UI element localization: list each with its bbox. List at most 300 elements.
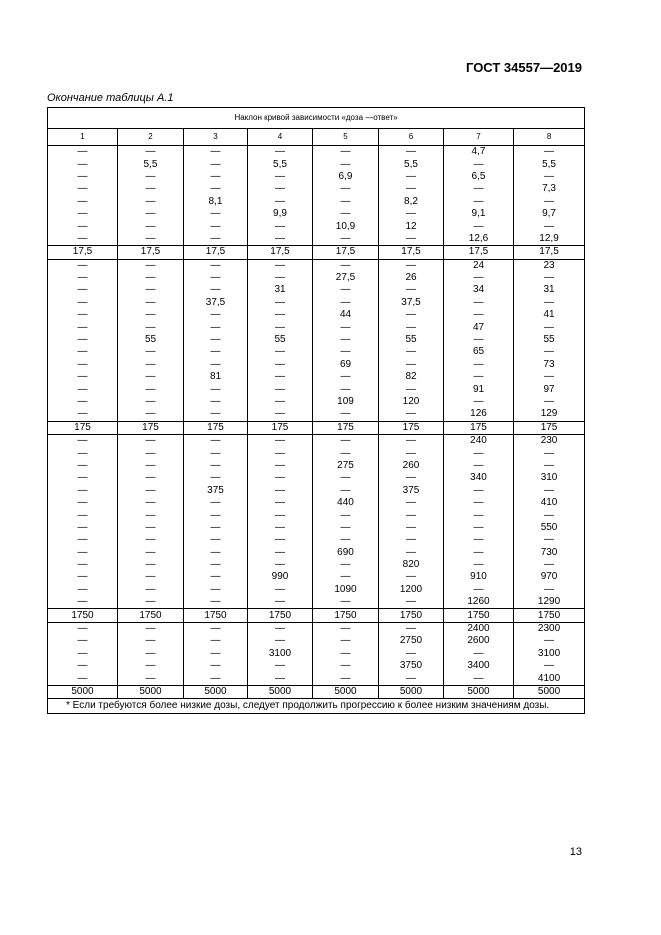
table-cell: 5,5 — [248, 158, 313, 170]
table-cell: 1260 — [444, 596, 514, 609]
table-cell: — — [48, 648, 118, 660]
table-cell: — — [118, 522, 184, 534]
table-cell: 970 — [514, 571, 585, 583]
table-cell: — — [379, 447, 444, 459]
table-cell: 12,9 — [514, 233, 585, 246]
table-cell: — — [184, 660, 248, 672]
table-cell: — — [48, 346, 118, 358]
table-footnote: * Если требуются более низкие дозы, следует продолжить прогрессию к более низким значениям дозы. — [48, 699, 585, 714]
table-cell: 5000 — [48, 685, 118, 698]
table-cell: 73 — [514, 359, 585, 371]
table-cell: — — [48, 284, 118, 296]
table-cell: 65 — [444, 346, 514, 358]
table-cell: — — [48, 571, 118, 583]
table-cell: — — [118, 472, 184, 484]
table-cell: — — [444, 672, 514, 685]
table-cell: — — [248, 233, 313, 246]
column-number-5: 5 — [313, 129, 379, 146]
table-cell: — — [48, 146, 118, 159]
table-cell: — — [313, 158, 379, 170]
table-row — [48, 183, 585, 195]
table-row — [48, 559, 585, 571]
table-cell: — — [248, 522, 313, 534]
table-cell: 17,5 — [379, 246, 444, 259]
table-cell: 17,5 — [514, 246, 585, 259]
table-cell: 97 — [514, 383, 585, 395]
table-row — [48, 158, 585, 170]
column-number-row — [48, 129, 585, 146]
table-cell: — — [313, 509, 379, 521]
table-cell: — — [444, 447, 514, 459]
table-cell: — — [313, 297, 379, 309]
table-cell: — — [118, 233, 184, 246]
table-row — [48, 672, 585, 685]
table-cell: — — [184, 672, 248, 685]
table-cell: 9,7 — [514, 208, 585, 220]
table-cell: — — [118, 220, 184, 232]
table-cell: 2600 — [444, 635, 514, 647]
table-cell: — — [379, 497, 444, 509]
table-cell: — — [184, 171, 248, 183]
table-cell: — — [184, 596, 248, 609]
table-cell: — — [379, 383, 444, 395]
table-caption: Окончание таблицы А.1 — [47, 92, 174, 104]
table-cell: — — [379, 309, 444, 321]
table-cell: 2300 — [514, 622, 585, 635]
table-cell: — — [313, 672, 379, 685]
table-cell: — — [313, 648, 379, 660]
table-cell: — — [514, 196, 585, 208]
table-cell: — — [48, 622, 118, 635]
table-cell: — — [313, 196, 379, 208]
table-cell: — — [248, 447, 313, 459]
table-cell: — — [48, 196, 118, 208]
table-row — [48, 584, 585, 596]
table-cell: — — [313, 408, 379, 421]
table-cell: — — [48, 522, 118, 534]
table-cell: — — [118, 383, 184, 395]
table-cell: — — [313, 208, 379, 220]
table-cell: 6,5 — [444, 171, 514, 183]
table-cell: 8,2 — [379, 196, 444, 208]
table-cell: — — [118, 584, 184, 596]
table-row — [48, 284, 585, 296]
table-cell: — — [248, 220, 313, 232]
table-cell: — — [48, 371, 118, 383]
table-cell: — — [444, 272, 514, 284]
table-cell: 275 — [313, 460, 379, 472]
table-cell: — — [379, 259, 444, 272]
table-cell: — — [118, 547, 184, 559]
page-number: 13 — [569, 846, 582, 858]
table-cell: — — [118, 622, 184, 635]
table-cell: 27,5 — [313, 272, 379, 284]
table-row — [48, 208, 585, 220]
table-row — [48, 571, 585, 583]
table-cell: — — [248, 472, 313, 484]
table-cell: — — [248, 584, 313, 596]
table-cell: — — [514, 460, 585, 472]
table-cell: — — [184, 547, 248, 559]
table-cell: — — [313, 622, 379, 635]
table-cell: — — [248, 359, 313, 371]
table-cell: — — [379, 346, 444, 358]
table-cell: — — [184, 534, 248, 546]
table-cell: — — [248, 559, 313, 571]
table-cell: — — [118, 359, 184, 371]
table-row — [48, 497, 585, 509]
table-cell: — — [48, 359, 118, 371]
table-cell: 129 — [514, 408, 585, 421]
table-cell: — — [248, 509, 313, 521]
table-cell: — — [248, 547, 313, 559]
table-cell: 175 — [184, 421, 248, 434]
table-cell: — — [248, 309, 313, 321]
table-row — [48, 346, 585, 358]
table-cell: 175 — [444, 421, 514, 434]
table-cell: — — [184, 334, 248, 346]
table-cell: 3400 — [444, 660, 514, 672]
table-cell: — — [379, 183, 444, 195]
table-cell: — — [184, 383, 248, 395]
table-cell: — — [248, 434, 313, 447]
table-cell: — — [444, 460, 514, 472]
table-row — [48, 259, 585, 272]
table-cell: — — [313, 259, 379, 272]
table-cell: 37,5 — [379, 297, 444, 309]
table-cell: 17,5 — [248, 246, 313, 259]
table-cell: 1750 — [248, 609, 313, 622]
table-cell: — — [379, 596, 444, 609]
table-cell: 5000 — [514, 685, 585, 698]
table-cell: 47 — [444, 321, 514, 333]
table-cell: 5,5 — [514, 158, 585, 170]
table-cell: — — [48, 559, 118, 571]
table-cell: 5000 — [184, 685, 248, 698]
table-cell: — — [248, 371, 313, 383]
table-cell: — — [48, 259, 118, 272]
table-row — [48, 297, 585, 309]
table-cell: 1200 — [379, 584, 444, 596]
table-cell: — — [48, 547, 118, 559]
table-cell: 8,1 — [184, 196, 248, 208]
table-cell: — — [184, 396, 248, 408]
column-number-2: 2 — [118, 129, 184, 146]
table-row — [48, 396, 585, 408]
table-cell: — — [313, 447, 379, 459]
table-cell: — — [48, 534, 118, 546]
table-cell: 5,5 — [118, 158, 184, 170]
table-cell: — — [48, 383, 118, 395]
table-cell: — — [118, 183, 184, 195]
table-cell: — — [514, 321, 585, 333]
table-cell: — — [48, 171, 118, 183]
table-cell: 440 — [313, 497, 379, 509]
table-cell: — — [184, 259, 248, 272]
table-cell: — — [48, 309, 118, 321]
table-cell: 37,5 — [184, 297, 248, 309]
table-cell: — — [444, 485, 514, 497]
table-cell: — — [379, 472, 444, 484]
table-cell: — — [248, 460, 313, 472]
table-cell: — — [184, 460, 248, 472]
table-cell: — — [444, 648, 514, 660]
table-cell: — — [48, 434, 118, 447]
table-cell: — — [48, 472, 118, 484]
table-cell: — — [48, 509, 118, 521]
table-cell: 5000 — [118, 685, 184, 698]
table-cell: — — [248, 346, 313, 358]
table-cell: 230 — [514, 434, 585, 447]
table-cell: 109 — [313, 396, 379, 408]
table-cell: 5000 — [248, 685, 313, 698]
table-cell: — — [248, 672, 313, 685]
table-cell: — — [118, 408, 184, 421]
table-cell: — — [313, 660, 379, 672]
table-cell: — — [444, 297, 514, 309]
table-cell: — — [184, 408, 248, 421]
table-cell: — — [48, 158, 118, 170]
table-cell: — — [48, 183, 118, 195]
table-cell: 550 — [514, 522, 585, 534]
table-cell: — — [514, 447, 585, 459]
table-cell: — — [118, 485, 184, 497]
table-cell: 375 — [184, 485, 248, 497]
table-row — [48, 321, 585, 333]
table-cell: — — [248, 171, 313, 183]
table-cell: 9,1 — [444, 208, 514, 220]
table-cell: — — [379, 408, 444, 421]
table-cell: — — [514, 485, 585, 497]
table-cell: — — [184, 220, 248, 232]
table-cell: — — [248, 383, 313, 395]
column-number-7: 7 — [444, 129, 514, 146]
table-cell: — — [444, 497, 514, 509]
table-cell: — — [118, 146, 184, 159]
table-cell: — — [118, 371, 184, 383]
table-cell: 5000 — [313, 685, 379, 698]
table-cell: 10,9 — [313, 220, 379, 232]
document-code: ГОСТ 34557—2019 — [466, 60, 582, 75]
table-cell: — — [184, 622, 248, 635]
table-cell: — — [118, 509, 184, 521]
table-cell: — — [379, 208, 444, 220]
table-cell: — — [48, 396, 118, 408]
table-cell: 55 — [514, 334, 585, 346]
table-cell: 2750 — [379, 635, 444, 647]
table-cell: 240 — [444, 434, 514, 447]
table-cell: 1750 — [379, 609, 444, 622]
table-cell: — — [444, 309, 514, 321]
table-row — [48, 272, 585, 284]
table-cell: — — [514, 396, 585, 408]
table-cell: — — [118, 635, 184, 647]
table-cell: — — [118, 447, 184, 459]
table-cell: — — [184, 309, 248, 321]
table-cell: 375 — [379, 485, 444, 497]
table-cell: — — [313, 472, 379, 484]
table-cell: — — [514, 146, 585, 159]
table-cell: 31 — [248, 284, 313, 296]
table-cell: 24 — [444, 259, 514, 272]
table-cell: — — [313, 571, 379, 583]
table-cell: — — [184, 509, 248, 521]
table-row — [48, 460, 585, 472]
table-cell: — — [313, 284, 379, 296]
table-cell: — — [184, 447, 248, 459]
table-cell: — — [379, 648, 444, 660]
table-row — [48, 334, 585, 346]
table-cell: — — [118, 208, 184, 220]
table-row — [48, 421, 585, 434]
table-cell: — — [379, 547, 444, 559]
table-cell: — — [444, 359, 514, 371]
table-row — [48, 447, 585, 459]
table-row — [48, 547, 585, 559]
table-row — [48, 522, 585, 534]
table-cell: — — [379, 233, 444, 246]
table-cell: 175 — [514, 421, 585, 434]
column-number-6: 6 — [379, 129, 444, 146]
table-row — [48, 434, 585, 447]
table-cell: — — [48, 497, 118, 509]
table-cell: — — [379, 321, 444, 333]
table-cell: 55 — [379, 334, 444, 346]
table-cell: — — [184, 321, 248, 333]
table-cell: 990 — [248, 571, 313, 583]
table-row — [48, 383, 585, 395]
table-cell: — — [118, 321, 184, 333]
table-cell: — — [313, 522, 379, 534]
table-cell: — — [248, 146, 313, 159]
table-cell: — — [248, 497, 313, 509]
table-cell: — — [444, 509, 514, 521]
column-number-3: 3 — [184, 129, 248, 146]
table-cell: 81 — [184, 371, 248, 383]
table-cell: 1090 — [313, 584, 379, 596]
table-cell: — — [48, 485, 118, 497]
table-cell: — — [184, 648, 248, 660]
table-cell: — — [184, 346, 248, 358]
table-cell: 5000 — [379, 685, 444, 698]
table-row — [48, 509, 585, 521]
table-cell: — — [118, 309, 184, 321]
table-cell: — — [248, 635, 313, 647]
table-cell: — — [248, 297, 313, 309]
table-cell: — — [118, 672, 184, 685]
table-cell: — — [118, 259, 184, 272]
table-cell: — — [118, 571, 184, 583]
table-cell: — — [444, 220, 514, 232]
table-cell: — — [48, 208, 118, 220]
table-cell: — — [248, 196, 313, 208]
table-cell: — — [184, 559, 248, 571]
table-cell: 26 — [379, 272, 444, 284]
table-body — [48, 146, 585, 699]
table-cell: 82 — [379, 371, 444, 383]
table-cell: — — [184, 233, 248, 246]
table-cell: — — [313, 183, 379, 195]
table-cell: — — [248, 408, 313, 421]
table-cell: — — [379, 622, 444, 635]
table-cell: 820 — [379, 559, 444, 571]
table-cell: — — [444, 522, 514, 534]
table-cell: — — [184, 359, 248, 371]
table-cell: — — [379, 571, 444, 583]
table-cell: — — [444, 584, 514, 596]
table-row — [48, 485, 585, 497]
table-cell: 175 — [379, 421, 444, 434]
table-cell: — — [184, 158, 248, 170]
table-cell: — — [48, 635, 118, 647]
table-cell: 2400 — [444, 622, 514, 635]
table-cell: 1750 — [444, 609, 514, 622]
table-cell: 3750 — [379, 660, 444, 672]
table-cell: — — [184, 183, 248, 195]
table-cell: — — [248, 534, 313, 546]
table-cell: 12,6 — [444, 233, 514, 246]
table-title: Наклон кривой зависимости «доза —ответ» — [48, 108, 585, 129]
table-row — [48, 472, 585, 484]
table-cell: — — [379, 509, 444, 521]
table-cell: 910 — [444, 571, 514, 583]
table-cell: — — [184, 497, 248, 509]
table-row — [48, 359, 585, 371]
table-cell: — — [48, 596, 118, 609]
table-cell: 1290 — [514, 596, 585, 609]
table-row — [48, 371, 585, 383]
table-cell: 69 — [313, 359, 379, 371]
table-cell: — — [184, 635, 248, 647]
table-cell: — — [313, 485, 379, 497]
table-cell: 91 — [444, 383, 514, 395]
table-cell: — — [118, 297, 184, 309]
table-cell: — — [514, 534, 585, 546]
table-cell: — — [514, 171, 585, 183]
table-cell: — — [514, 272, 585, 284]
table-cell: 9,9 — [248, 208, 313, 220]
table-cell: — — [444, 334, 514, 346]
table-cell: — — [118, 460, 184, 472]
table-cell: 7,3 — [514, 183, 585, 195]
table-cell: 175 — [118, 421, 184, 434]
table-cell: 55 — [248, 334, 313, 346]
table-cell: — — [444, 183, 514, 195]
table-cell: — — [514, 559, 585, 571]
table-cell: 1750 — [184, 609, 248, 622]
table-cell: 5,5 — [379, 158, 444, 170]
table-cell: 1750 — [118, 609, 184, 622]
table-cell: — — [248, 259, 313, 272]
table-cell: — — [313, 233, 379, 246]
table-row — [48, 534, 585, 546]
table-cell: — — [444, 547, 514, 559]
table-cell: — — [118, 346, 184, 358]
column-number-4: 4 — [248, 129, 313, 146]
table-cell: 34 — [444, 284, 514, 296]
table-cell: — — [118, 434, 184, 447]
table-cell: — — [118, 660, 184, 672]
table-row — [48, 233, 585, 246]
table-cell: — — [379, 359, 444, 371]
table-cell: — — [184, 522, 248, 534]
table-cell: — — [514, 220, 585, 232]
table-cell: 175 — [313, 421, 379, 434]
table-cell: — — [444, 371, 514, 383]
table-cell: — — [48, 660, 118, 672]
table-cell: — — [118, 396, 184, 408]
table-cell: — — [313, 635, 379, 647]
